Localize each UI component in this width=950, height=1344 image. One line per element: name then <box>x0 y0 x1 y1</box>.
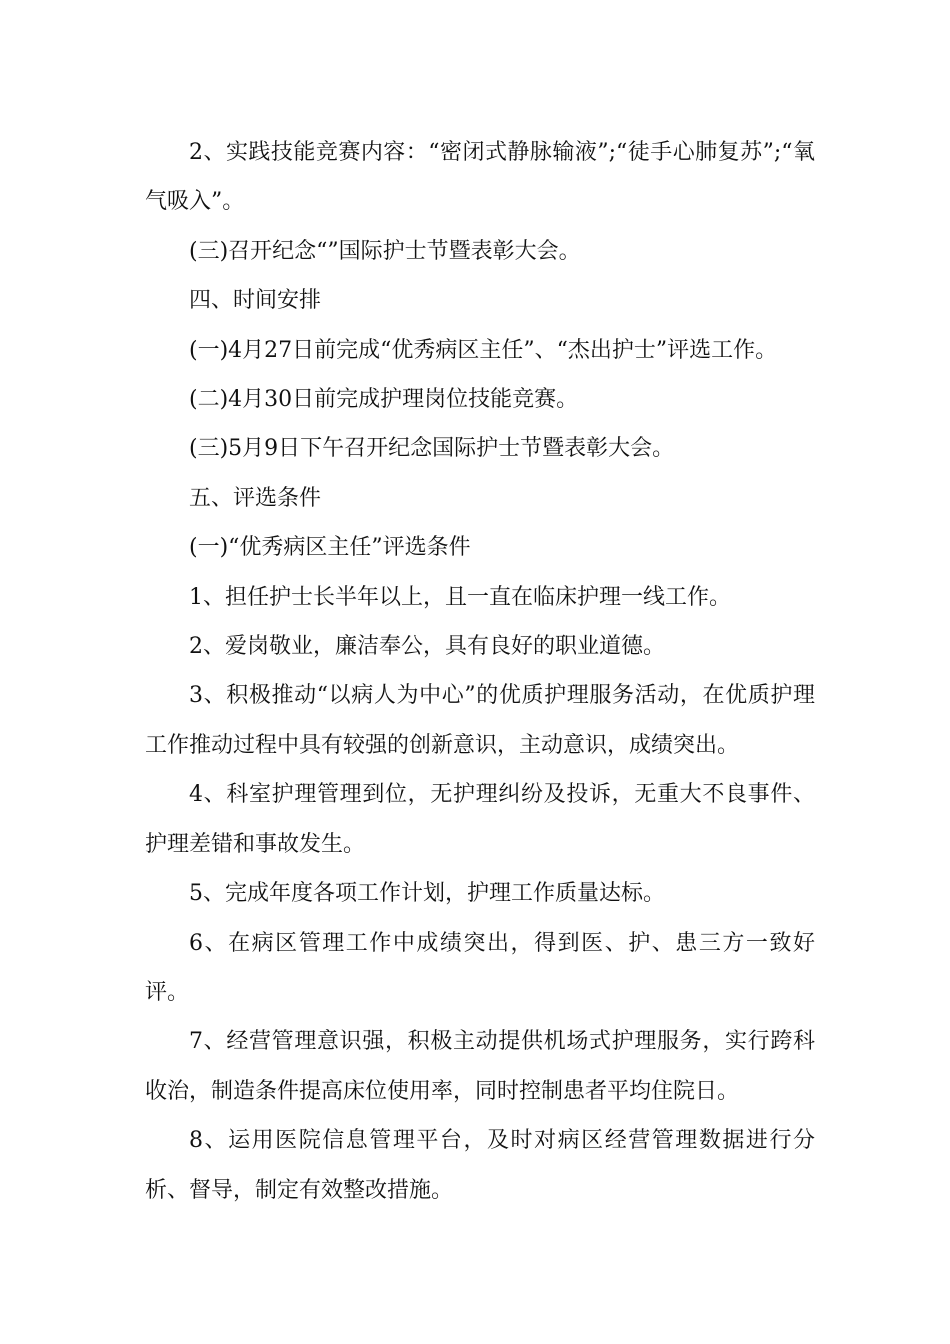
paragraph-contest-content: 2、实践技能竞赛内容：“密闭式静脉输液”;“徒手心肺复苏”;“氧气吸入”。 <box>145 140 815 215</box>
criteria-item-7: 7、经营管理意识强，积极主动提供机场式护理服务，实行跨科收治，制造条件提高床位使用率，同时控制患者平均住院日。 <box>145 1029 815 1104</box>
document-body <box>145 128 815 1215</box>
subheading-ward-director-criteria: (一)“优秀病区主任”评选条件 <box>189 535 471 561</box>
criteria-item-2: 2、爱岗敬业，廉洁奉公，具有良好的职业道德。 <box>189 634 665 660</box>
criteria-item-6: 6、在病区管理工作中成绩突出，得到医、护、患三方一致好评。 <box>145 930 815 1005</box>
criteria-item-5: 5、完成年度各项工作计划，护理工作质量达标。 <box>189 881 665 907</box>
criteria-item-4: 4、科室护理管理到位，无护理纠纷及投诉，无重大不良事件、护理差错和事故发生。 <box>145 782 815 857</box>
criteria-item-3: 3、积极推动“以病人为中心”的优质护理服务活动，在优质护理工作推动过程中具有较强的创新意识，主动意识，成绩突出。 <box>145 683 815 758</box>
criteria-item-1: 1、担任护士长半年以上，且一直在临床护理一线工作。 <box>189 584 731 610</box>
paragraph-nurses-day-meeting: (三)召开纪念“”国际护士节暨表彰大会。 <box>189 238 581 264</box>
paragraph-schedule-2: (二)4月30日前完成护理岗位技能竞赛。 <box>189 387 579 413</box>
paragraph-schedule-1: (一)4月27日前完成“优秀病区主任”、“杰出护士”评选工作。 <box>189 337 778 363</box>
criteria-item-8: 8、运用医院信息管理平台，及时对病区经营管理数据进行分析、督导，制定有效整改措施。 <box>145 1128 815 1203</box>
section-heading-criteria: 五、评选条件 <box>189 485 322 511</box>
section-heading-schedule: 四、时间安排 <box>189 288 322 314</box>
paragraph-schedule-3: (三)5月9日下午召开纪念国际护士节暨表彰大会。 <box>189 436 675 462</box>
